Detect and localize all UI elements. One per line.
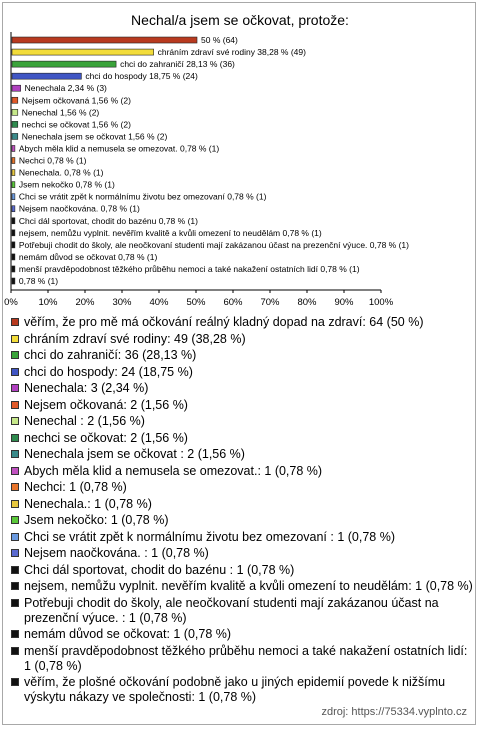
legend-label: Nejsem očkovaná: 2 (1,56 %): [24, 397, 188, 412]
legend-item: [10, 365, 474, 380]
bar: [12, 266, 15, 272]
legend-item: [10, 447, 474, 462]
bar: [12, 182, 15, 188]
legend-swatch: [11, 549, 19, 557]
legend-item: [10, 414, 474, 429]
bar: [12, 206, 15, 212]
bar-label: chci do zahraničí 28,13 % (36): [120, 59, 235, 70]
legend-swatch: [11, 678, 19, 686]
bar: [12, 242, 15, 248]
bar-label: chráním zdraví své rodiny 38,28 % (49): [157, 47, 306, 58]
bar: [12, 73, 81, 79]
bar-label: Nejsem očkovaná 1,56 % (2): [21, 95, 131, 106]
bar-label: Nejsem naočkována. 0,78 % (1): [18, 203, 140, 214]
bar: [12, 170, 15, 176]
legend-label: menší pravděpodobnost těžkého průběhu nemoci a také nakažení ostatních lidí: 1 (0,78 %): [24, 643, 468, 673]
x-tick-label: 20%: [75, 297, 95, 309]
legend-label: věřím, že pro mě má očkování reálný kladný dopad na zdraví: 64 (50 %): [24, 315, 424, 329]
legend-label: nemám důvod se očkovat: 1 (0,78 %): [24, 627, 232, 641]
x-tick-label: 90%: [334, 297, 354, 309]
bar-label: Nenechala. 0,78 % (1): [18, 167, 104, 178]
legend-label: nejsem, nemůžu vyplnit. nevěřím kvalitě a kvůli omezení to neudělám: 1 (0,78 %): [24, 579, 473, 593]
chart-frame: [2, 2, 476, 725]
bar-label: Nenechala 2,34 % (3): [24, 83, 107, 94]
x-tick-label: 50%: [186, 297, 206, 309]
legend-label: chráním zdraví své rodiny: 49 (38,28 %): [24, 331, 246, 346]
bar-plot: [3, 3, 477, 313]
bar: [12, 109, 18, 115]
legend-swatch: [11, 582, 19, 590]
legend-item: [10, 332, 474, 347]
legend-item: [10, 464, 474, 479]
legend: [10, 315, 474, 707]
bar-label: Potřebuji chodit do školy, ale neočkovaní studenti mají zakázanou účast na prezenční výuce. 0,78 % (1): [18, 239, 410, 250]
bar: [12, 218, 15, 224]
bar: [12, 145, 15, 151]
legend-label: chci do hospody: 24 (18,75 %): [24, 364, 193, 379]
legend-label: Nenechal : 2 (1,56 %): [24, 414, 145, 428]
legend-swatch: [11, 533, 19, 541]
legend-swatch: [11, 467, 19, 475]
legend-item: [10, 546, 474, 561]
legend-item: [10, 644, 474, 674]
bar-label: Nenechala jsem se očkovat 1,56 % (2): [21, 131, 168, 142]
bar-label: Chci dál sportovat, chodit do bazénu 0,78 % (1): [18, 215, 198, 226]
bar: [12, 97, 18, 103]
x-tick-label: 70%: [260, 297, 280, 309]
legend-label: nechci se očkovat: 2 (1,56 %): [24, 430, 188, 445]
legend-item: [10, 563, 474, 578]
bar: [12, 133, 18, 139]
legend-label: Chci se vrátit zpět k normálnímu životu bez omezovaní : 1 (0,78 %): [24, 529, 395, 544]
x-tick-label: 10%: [38, 297, 58, 309]
bar-label: nejsem, nemůžu vyplnit. nevěřím kvalitě a kvůli omezení to neudělám 0,78 % (1): [18, 227, 322, 238]
legend-swatch: [11, 368, 19, 376]
legend-swatch: [11, 335, 19, 343]
bar: [12, 158, 15, 164]
legend-label: chci do zahraničí: 36 (28,13 %): [24, 348, 197, 362]
legend-swatch: [11, 566, 19, 574]
legend-item: [10, 431, 474, 446]
legend-label: Nenechala jsem se očkovat : 2 (1,56 %): [24, 447, 245, 461]
legend-swatch: [11, 351, 19, 359]
bar: [12, 61, 116, 67]
bar-label: Nenechal 1,56 % (2): [21, 107, 100, 118]
x-tick-label: 30%: [112, 297, 132, 309]
legend-item: [10, 675, 474, 705]
bar-label: Jsem nekočko 0,78 % (1): [18, 179, 115, 190]
bar-label: chci do hospody 18,75 % (24): [85, 71, 198, 82]
bar-label: menší pravděpodobnost těžkého průběhu nemoci a také nakažení ostatních lidí 0,78 % (1): [18, 263, 360, 274]
legend-label: Abych měla klid a nemusela se omezovat.: 1 (0,78 %): [24, 463, 323, 478]
bar: [12, 85, 21, 91]
bar: [12, 49, 154, 55]
x-tick-label: 100%: [368, 297, 394, 309]
legend-label: Nenechala: 3 (2,34 %): [24, 381, 149, 395]
legend-swatch: [11, 384, 19, 392]
source-link[interactable]: zdroj: https://75334.vyplnto.cz: [321, 706, 467, 718]
legend-label: Nejsem naočkována. : 1 (0,78 %): [24, 546, 209, 560]
x-tick-label: 0%: [4, 297, 18, 309]
x-tick-label: 80%: [297, 297, 317, 309]
bar-label: Chci se vrátit zpět k normálnímu životu bez omezovaní 0,78 % (1): [18, 191, 267, 202]
bar-label: Abych měla klid a nemusela se omezovat. 0,78 % (1): [18, 143, 220, 154]
bar: [12, 230, 15, 236]
legend-item: [10, 348, 474, 363]
legend-swatch: [11, 647, 19, 655]
bar: [12, 278, 15, 284]
legend-swatch: [11, 630, 19, 638]
legend-swatch: [11, 516, 19, 524]
chart-title: Nechal/a jsem se očkovat, protože:: [131, 12, 349, 28]
legend-swatch: [11, 500, 19, 508]
legend-label: Potřebuji chodit do školy, ale neočkovaní studenti mají zakázanou účast na prezenční výuce. : 1 (0,78 %): [24, 595, 439, 625]
legend-item: [10, 513, 474, 528]
bar-label: 50 % (64): [201, 35, 238, 46]
legend-label: věřím, že plošné očkování podobně jako u jiných epidemií povede k nižšímu výskytu nákazy ve společnosti: 1 (0,78 %): [24, 675, 446, 704]
x-tick-label: 60%: [223, 297, 243, 309]
legend-item: [10, 480, 474, 495]
bar: [12, 121, 18, 127]
legend-swatch: [11, 434, 19, 442]
legend-item: [10, 398, 474, 413]
bar: [12, 254, 15, 260]
legend-item: [10, 497, 474, 512]
bar-label: nechci se očkovat 1,56 % (2): [21, 119, 131, 130]
legend-item: [10, 530, 474, 545]
bar-label: nemám důvod se očkovat 0,78 % (1): [18, 251, 158, 262]
bar-label: 0,78 % (1): [18, 276, 59, 287]
legend-label: Jsem nekočko: 1 (0,78 %): [24, 513, 169, 527]
legend-swatch: [11, 599, 19, 607]
legend-item: [10, 596, 474, 626]
legend-swatch: [11, 417, 19, 425]
bar: [12, 194, 15, 200]
legend-item: [10, 381, 474, 396]
bar-label: Nechci 0,78 % (1): [18, 155, 87, 166]
legend-swatch: [11, 450, 19, 458]
bar: [12, 37, 197, 43]
legend-swatch: [11, 401, 19, 409]
legend-swatch: [11, 318, 19, 326]
legend-label: Chci dál sportovat, chodit do bazénu : 1 (0,78 %): [24, 562, 295, 577]
x-tick-label: 40%: [149, 297, 169, 309]
legend-label: Nenechala.: 1 (0,78 %): [24, 496, 152, 511]
legend-item: [10, 627, 474, 642]
legend-swatch: [11, 483, 19, 491]
legend-item: [10, 315, 474, 330]
legend-item: [10, 579, 474, 594]
legend-label: Nechci: 1 (0,78 %): [24, 480, 127, 494]
